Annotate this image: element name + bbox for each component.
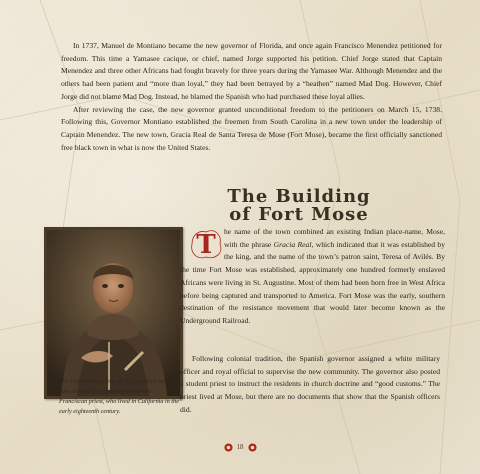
portrait-caption: The Franciscan priests of St. Augustine would have dressed in a style similar to this Franciscan priest, who lived in California in the early eighteenth century. (59, 378, 179, 415)
intro-text (61, 40, 442, 154)
section-paragraph-1 (180, 226, 445, 328)
section-body-continued (180, 353, 440, 417)
rosette-right-icon (248, 443, 257, 452)
intro-paragraph-2: After reviewing the case, the new governor granted unconditional freedom to the petitioners on March 15, 1738. Following this, Governor Montiano established the freemen from South Carolina in a new town under the leadership of Captain Menendez. The new town, Gracia Real de Santa Teresa de Mose (Fort Mose), became the first officially sanctioned free black town in what is now the United States. (61, 104, 442, 152)
intro-paragraph-1: In 1737, Manuel de Montiano became the new governor of Florida, and once again Francisco Menendez petitioned for freedom. This time a Yamasee cacique, or chief, named Jorge supported his petition. Chief Jorge stated that Captain Menendez and three other Africans had fought bravely for three years during the Yamasee War. Although Menendez and the others had been patient and “more than loyal,” they had been betrayed by a “heathen” named Mad Dog. However, Chief Jorge did not blame Mad Dog. Instead, he blamed the Spanish who had purchased these loyal allies. (61, 41, 442, 101)
gracia-real-emphasis: Gracia Real (273, 239, 312, 249)
priest-painting (47, 230, 180, 396)
section-paragraph-1-part-b: , which indicated that it was established by the king, and the name of the town’s patron saint, Teresa of Avilés. By the time Fort Mose was established, approximately one hundred formerly enslaved Africans were living in St. Augustine. Most of them had been born free in West Africa before being captured and transported to America. Fort Mose was the early, southern destination of the resistance movement that would later become known as the Underground Railroad. (180, 239, 445, 325)
rosette-left-icon (224, 443, 233, 452)
page-number: 18 (236, 443, 244, 451)
section-title (205, 188, 393, 224)
section-title-line-1: The Building (227, 186, 371, 207)
dropcap-letter: T (196, 230, 216, 260)
section-paragraph-2: Following colonial tradition, the Spanish governor assigned a white military officer and royal official to supervise the new community. The governor also posted a student priest to instruct the residents in church doctrine and “good customs.” The priest lived at Mose, but there are no documents that show that the Spanish officers did. (180, 354, 440, 414)
franciscan-priest-portrait (44, 227, 183, 399)
section-body (180, 226, 445, 328)
section-title-line-2: of Fort Mose (229, 204, 369, 225)
section-paragraph-1-part-a: he name of the town combined an existing Indian place-name, Mose, with the phrase (224, 227, 445, 249)
page-footer (216, 441, 264, 453)
